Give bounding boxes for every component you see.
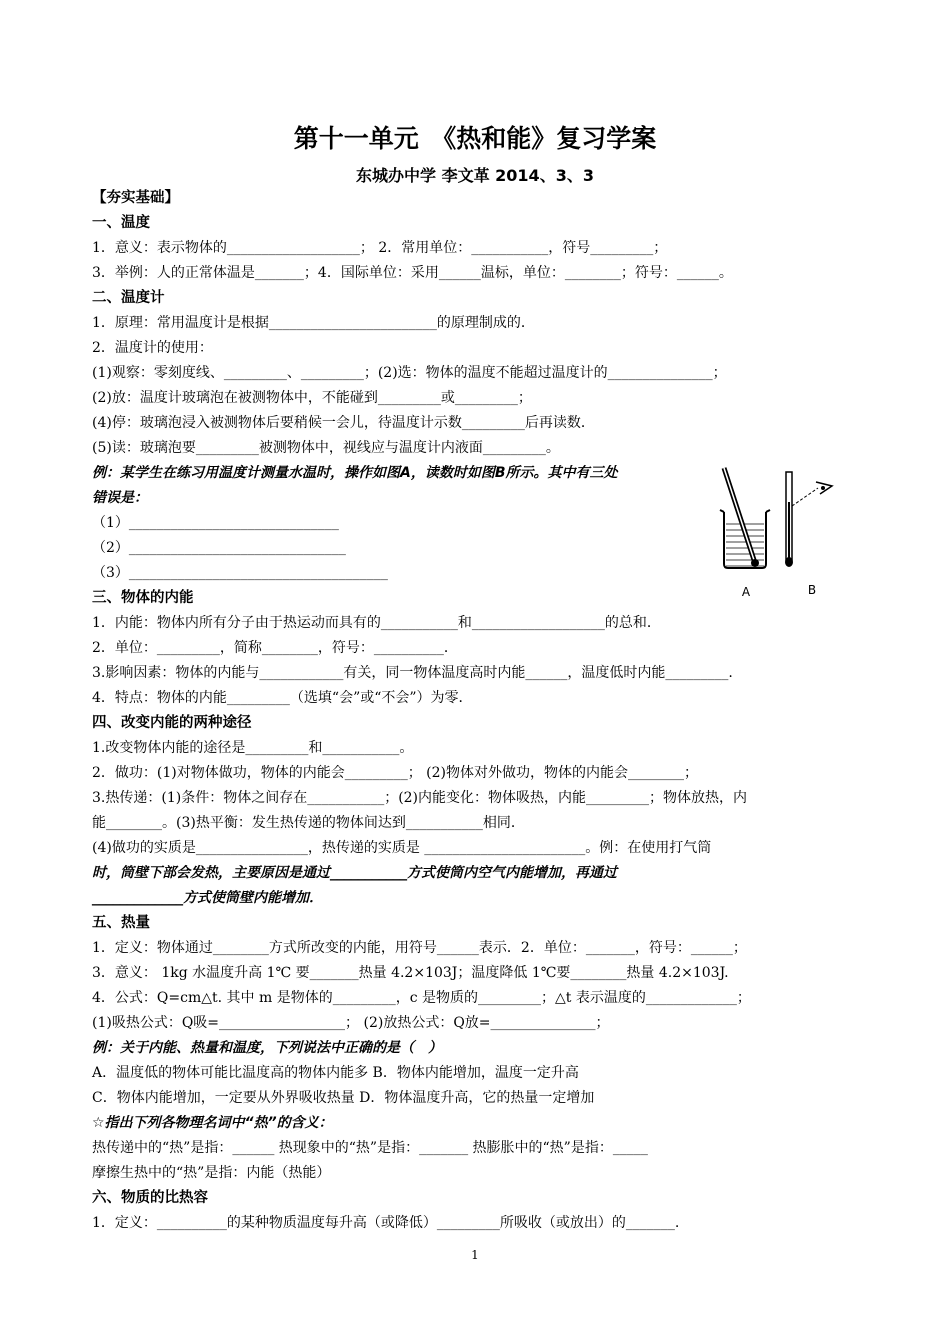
example-pump-cont: _____________方式使筒壁内能增加．	[92, 890, 323, 906]
heading-temperature: 一、温度	[92, 215, 150, 231]
text-line: 摩擦生热中的“热”是指：内能（热能）	[92, 1165, 331, 1181]
text-line: 3．举例：人的正常体温是_______；4．国际单位：采用______温标，单位：________；符号：______。	[92, 265, 733, 281]
text-line: (1)吸热公式：Q吸=__________________； (2)放热公式：Q放=_______________；	[92, 1015, 610, 1031]
figure-label-a: A	[741, 585, 751, 599]
text-line: 2．做功：(1)对物体做功，物体的内能会_________； (2)物体对外做功，物体的内能会________；	[92, 765, 699, 781]
thermometer-b-drawing	[785, 472, 832, 567]
text-line: 1．定义：__________的某种物质温度每升高（或降低）_________所吸收（或放出）的_______.	[92, 1215, 680, 1231]
instruction-heat-meaning: ☆指出下列各物理名词中“热”的含义：	[92, 1115, 333, 1131]
thermometer-figure	[710, 462, 870, 602]
text-line: 2．温度计的使用：	[92, 340, 213, 356]
text-line: 1．原理：常用温度计是根据________________________的原理制成的．	[92, 315, 535, 331]
text-line: 1．内能：物体内所有分子由于热运动而具有的___________和___________________的总和．	[92, 615, 661, 631]
author-line: 东城办中学 李文革 2014、3、3	[356, 166, 594, 185]
text-line: 能________。(3)热平衡：发生热传递的物体间达到___________相同．	[92, 815, 525, 831]
text-line: 3.热传递：(1)条件：物体之间存在___________；(2)内能变化：物体吸热，内能_________；物体放热，内	[92, 790, 748, 806]
answer-line-3: （3）_____________________________________	[92, 565, 388, 581]
option-line-ab: A．温度低的物体可能比温度高的物体内能多 B．物体内能增加，温度一定升高	[92, 1065, 579, 1081]
answer-line-2: （2）_______________________________	[92, 540, 346, 556]
text-line: (4)停：玻璃泡浸入被测物体后要稍候一会儿，待温度计示数_________后再读数．	[92, 415, 595, 431]
text-line: (5)读：玻璃泡要_________被测物体中，视线应与温度计内液面_________。	[92, 440, 560, 456]
text-line: 1．意义：表示物体的___________________； 2．常用单位：___________，符号_________；	[92, 240, 668, 256]
example-heat-question: 例：关于内能、热量和温度，下列说法中正确的是（ ）	[92, 1040, 442, 1056]
heading-specific-heat: 六、物质的比热容	[92, 1190, 208, 1206]
page-number: 1	[471, 1248, 479, 1262]
text-line: (2)放：温度计玻璃泡在被测物体中，不能碰到_________或_________；	[92, 390, 532, 406]
figure-label-b: B	[807, 583, 817, 597]
text-line: 4．特点：物体的内能_________（选填“会”或“不会”）为零．	[92, 690, 473, 706]
text-line: 3．意义： 1kg 水温度升高 1℃ 要_______热量 4.2×103J；温度降低 1℃要________热量 4.2×103J.	[92, 965, 729, 981]
option-line-cd: C．物体内能增加，一定要从外界吸收热量 D．物体温度升高，它的热量一定增加	[92, 1090, 595, 1106]
text-line: (1)观察：零刻度线、_________、_________；(2)选：物体的温度不能超过温度计的_______________；	[92, 365, 727, 381]
beaker-a-drawing	[720, 468, 770, 568]
text-line: 3.影响因素：物体的内能与____________有关，同一物体温度高时内能______，温度低时内能_________.	[92, 665, 733, 681]
text-line: (4)做功的实质是________________，热传递的实质是 _______________________。例：在使用打气筒	[92, 840, 712, 856]
text-line: 2．单位：_________，简称________，符号：__________．	[92, 640, 458, 656]
heading-thermometer: 二、温度计	[92, 290, 165, 306]
page-title: 第十一单元 《热和能》复习学案	[293, 124, 657, 153]
answer-line-1: （1）______________________________	[92, 515, 339, 531]
heading-internal-energy: 三、物体的内能	[92, 590, 194, 606]
text-line: 4．公式：Q=cm△t. 其中 m 是物体的_________，c 是物质的_________；△t 表示温度的_____________；	[92, 990, 751, 1006]
heading-change-energy: 四、改变内能的两种途径	[92, 715, 252, 731]
section-basics: 【夯实基础】	[92, 190, 179, 206]
text-line: 1.改变物体内能的途径是_________和___________。	[92, 740, 414, 756]
text-line: 热传递中的“热”是指：______ 热现象中的“热”是指：_______ 热膨胀中的“热”是指：_____	[92, 1140, 648, 1156]
text-line: 1．定义：物体通过________方式所改变的内能，用符号______表示．2．单位：_______，符号：______；	[92, 940, 747, 956]
example-thermometer: 例：某学生在练习用温度计测量水温时，操作如图A，读数时如图B所示。其中有三处	[92, 465, 618, 481]
example-thermometer-cont: 错误是：	[92, 490, 148, 506]
heading-heat: 五、热量	[92, 915, 150, 931]
example-pump: 时，筒壁下部会发热，主要原因是通过___________方式使筒内空气内能增加，再通过	[92, 865, 617, 881]
